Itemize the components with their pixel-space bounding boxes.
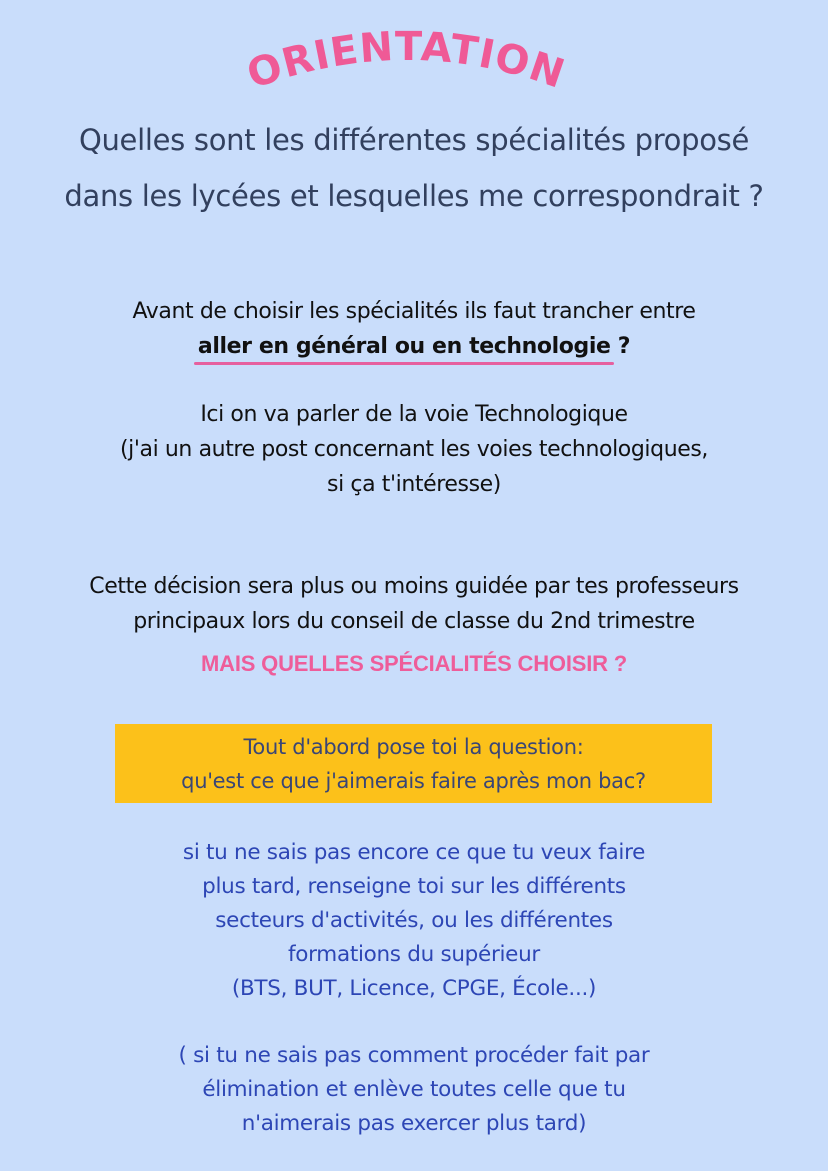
advice-line: (BTS, BUT, Licence, CPGE, École...)	[231, 976, 597, 1001]
voie-paragraph	[0, 397, 828, 502]
elimination-paragraph	[0, 1039, 828, 1141]
svg-text:ORIENTATION	[242, 24, 571, 98]
intro-paragraph	[0, 294, 828, 364]
intro-bold-line: aller en général ou en technologie ?	[197, 334, 631, 359]
elimination-line: n'aimerais pas exercer plus tard)	[241, 1111, 587, 1136]
main-question	[0, 112, 828, 224]
advice-paragraph	[0, 836, 828, 1006]
advice-line: si tu ne sais pas encore ce que tu veux faire	[182, 840, 646, 865]
elimination-line: élimination et enlève toutes celle que tu	[202, 1077, 626, 1102]
decision-line: Cette décision sera plus ou moins guidée par tes professeurs	[89, 574, 739, 599]
voie-line: Ici on va parler de la voie Technologique	[200, 402, 628, 427]
page-title	[0, 8, 828, 98]
voie-line: si ça t'intéresse)	[327, 472, 501, 497]
specialites-heading: MAIS QUELLES SPÉCIALITÉS CHOISIR ?	[201, 651, 627, 676]
highlight-line: Tout d'abord pose toi la question:	[243, 735, 584, 759]
intro-line: Avant de choisir les spécialités ils faut trancher entre	[132, 299, 696, 324]
voie-line: (j'ai un autre post concernant les voies technologiques,	[119, 437, 709, 462]
highlight-box	[115, 724, 712, 803]
advice-line: formations du supérieur	[288, 942, 540, 967]
elimination-line: ( si tu ne sais pas comment procéder fait par	[178, 1043, 650, 1068]
decision-paragraph	[0, 569, 828, 639]
pink-underline	[194, 362, 614, 365]
question-line: Quelles sont les différentes spécialités proposé	[78, 123, 750, 157]
advice-line: plus tard, renseigne toi sur les différents	[202, 874, 626, 899]
advice-line: secteurs d'activités, ou les différentes	[215, 908, 613, 933]
question-line: dans les lycées et lesquelles me correspondrait ?	[64, 179, 764, 213]
highlight-line: qu'est ce que j'aimerais faire après mon bac?	[181, 769, 646, 793]
title-text: ORIENTATION	[241, 23, 571, 98]
decision-line: principaux lors du conseil de classe du 2nd trimestre	[133, 609, 695, 634]
